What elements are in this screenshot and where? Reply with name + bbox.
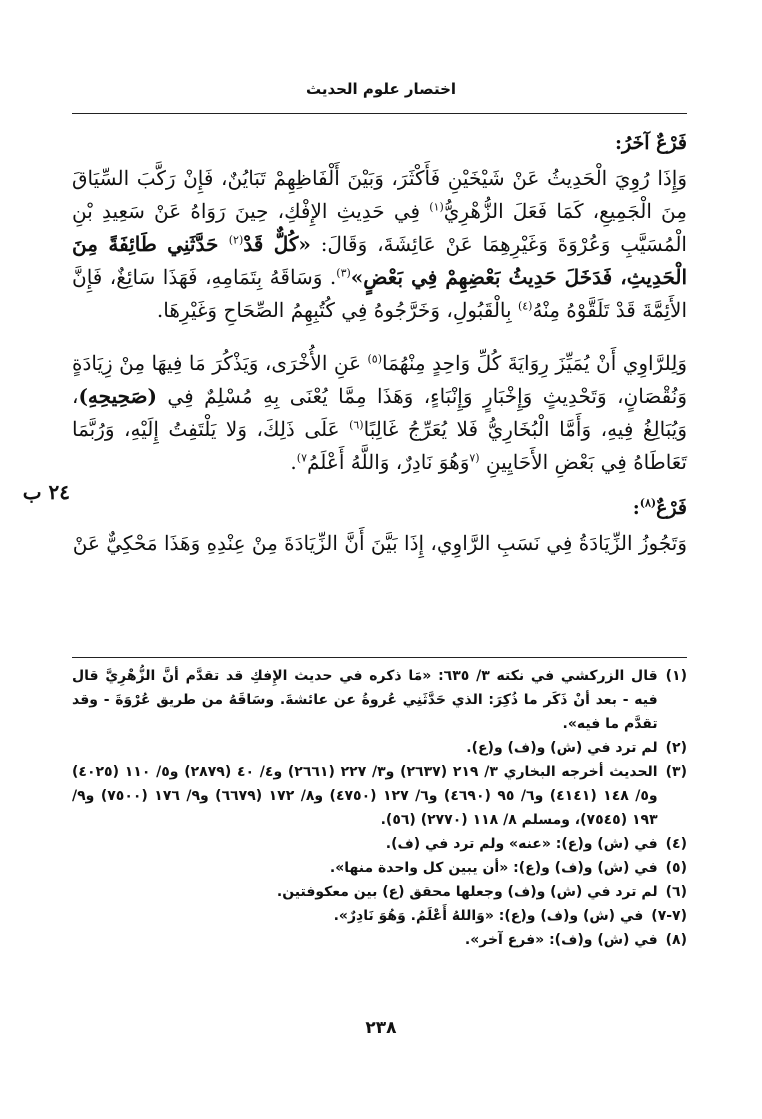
- paragraph: [72, 347, 687, 479]
- footnote-text: لم ترد في (ش) و(ف) و(ع).: [466, 740, 658, 756]
- footnote: [72, 928, 687, 952]
- text-run: بِالْقَبُولِ، وَخَرَّجُوهُ فِي كُتُبِهِمُ الصِّحَاحِ وَغَيْرِهَا.: [156, 298, 518, 322]
- footnote-text: قال الزركشي في نكته ٣/ ٦٣٥: «مَا ذكره في حديث الإِفكِ قد تقدَّم أنَّ الزُّهْرِيَّ قال فيه - بعد أنْ ذَكَر ما ذُكِرَ: الذي حَدَّثَنِي عُروةُ عن عائشةَ. وسَاقَهُ من طريق عُرْوَةَ - وقد تقدَّم ما فيه».: [72, 668, 658, 732]
- text-run: عَنِ الأُخْرَى، وَيَذْكُرَ مَا فِيهَا مِنْ زِيَادَةٍ وَنُقْصَانٍ، وَتَحْدِيثٍ وَإِخْبَارٍ وَإِنْبَاءٍ، وَهَذَا مِمَّا يُعْنَى بِهِ مُسْلِمٌ فِي: [72, 351, 687, 408]
- running-header: اختصار علوم الحديث: [305, 80, 457, 98]
- footnote-text: لم ترد في (ش) و(ف) وجعلها محقق (ع) بين معكوفتين.: [276, 884, 658, 900]
- paragraph: [72, 162, 687, 327]
- footnote-number: (٢): [665, 740, 687, 756]
- section-title: [72, 497, 687, 519]
- text-run: .: [290, 450, 297, 474]
- header-rule: [72, 113, 687, 114]
- margin-folio-note: ٢٤ ب: [22, 480, 70, 504]
- section-title-colon: :: [632, 497, 640, 519]
- footnote-ref: ٧): [296, 451, 307, 465]
- footnote-ref: (٢): [228, 233, 244, 247]
- section-title: [72, 132, 687, 154]
- footnote-number: (١): [665, 668, 687, 684]
- paragraph: [72, 527, 687, 560]
- footnote-ref: (١): [429, 200, 444, 214]
- footnote: [72, 904, 687, 928]
- footnote-text: في (ش) و(ف) و(ع): «وَاللهُ أَعْلَمُ. وَهُوَ نَادِرٌ».: [333, 908, 644, 924]
- footnote-number: (٦): [665, 884, 687, 900]
- text-run: ، وَيُبَالِغُ فِيهِ، وَأَمَّا الْبُخَارِيُّ فَلا يُعَرِّجُ غَالِبًا: [72, 384, 688, 441]
- footnote-ref: (٤): [517, 299, 533, 313]
- footnote: [72, 760, 687, 832]
- footnotes: [72, 664, 687, 952]
- footnote: [72, 856, 687, 880]
- footnote-ref: (٨): [639, 496, 657, 510]
- text-run: وَهُوَ نَادِرٌ، وَاللَّهُ أَعْلَمُ: [306, 450, 470, 474]
- text-run: وَإِذَا رُوِيَ الْحَدِيثُ عَنْ شَيْخَيْنِ فَأَكْثَرَ، وَبَيْنَ أَلْفَاظِهِمْ تَبَايُنٌ، فَإِنْ رَكَّبَ السِّيَاقَ مِنَ الْجَمِيعِ، كَمَا فَعَلَ الزُّهْرِيُّ: [72, 166, 687, 223]
- footnote-number: (٧-٧): [651, 908, 687, 924]
- text-run: وَتَجُوزُ الزِّيَادَةُ فِي نَسَبِ الرَّاوِي، إِذَا بَيَّنَ أَنَّ الزِّيَادَةَ مِنْ عِنْدِهِ وَهَذَا مَحْكِيٌّ عَنْ: [72, 531, 687, 555]
- main-text: [72, 120, 687, 560]
- footnote: [72, 736, 687, 760]
- bold-quote: حَدَّثَنِي طَائِفَةً مِنَ الْحَدِيثِ، فَدَخَلَ حَدِيثُ بَعْضِهِمْ فِي بَعْضٍ»: [72, 232, 687, 289]
- footnote-text: في (ش) و(ف) و(ع): «أن يبين كل واحدة منها».: [329, 860, 658, 876]
- text-run: . وَسَاقَهُ بِتَمَامِهِ، فَهَذَا سَائِغٌ، فَإِنَّ الأَئِمَّةَ قَدْ تَلَقَّوْهُ مِنْهُ: [72, 265, 687, 322]
- footnote-text: في (ش) و(ع): «عنه» ولم ترد في (ف).: [385, 836, 658, 852]
- bold-quote: «كُلٌّ قَدْ: [243, 232, 311, 256]
- footnote-number: (٥): [665, 860, 687, 876]
- text-run: وَلِلرَّاوِي أَنْ يُمَيِّزَ رِوَايَةَ كُلِّ وَاحِدٍ مِنْهُمَا: [382, 351, 688, 375]
- footnote-rule: [72, 657, 687, 658]
- text-run: فِي حَدِيثِ الإِفْكِ، حِينَ رَوَاهُ عَنْ سَعِيدِ بْنِ الْمُسَيَّبِ وَعُرْوَةَ وَغَيْرِهِمَا عَنْ عَائِشَةَ، وَقَالَ:: [72, 199, 687, 256]
- footnote-ref: (٥): [367, 352, 382, 366]
- footnote: [72, 664, 687, 736]
- footnote-number: (٣): [665, 764, 687, 780]
- footnote-text: في (ش) و(ف): «فرع آخر».: [464, 932, 658, 948]
- section-title-text: فَرْعٌ آخَرُ:: [614, 132, 687, 154]
- footnote-ref: (٦): [349, 418, 364, 432]
- footnote-number: (٨): [665, 932, 687, 948]
- footnote-ref: (٣): [336, 266, 351, 280]
- bold-quote: (صَحِيحِهِ): [78, 384, 157, 408]
- footnote-text: الحديث أخرجه البخاري ٣/ ٢١٩ (٢٦٣٧) و٣/ ٢٢٧ (٢٦٦١) و٤/ ٤٠ (٢٨٧٩) و٥/ ١١٠ (٤٠٢٥) و٥/ ١٤٨ (٤١٤١) و٦/ ٩٥ (٤٦٩٠) و٦/ ١٢٧ (٤٧٥٠) و٨/ ١٧٢ (٦٦٧٩) و٩/ ١٧٦ (٧٥٠٠) و٩/ ١٩٣ (٧٥٤٥)، ومسلم ٨/ ١١٨ (٢٧٧٠) (٥٦).: [72, 764, 658, 828]
- footnote: [72, 832, 687, 856]
- text-run: عَلَى ذَلِكَ، وَلا يَلْتَفِتُ إِلَيْهِ، وَرُبَّمَا تَعَاطَاهُ فِي بَعْضِ الأَحَايِينِ: [72, 417, 687, 474]
- page-number: ٢٣٨: [365, 1018, 397, 1038]
- footnote: [72, 880, 687, 904]
- footnote-ref: (٧: [469, 451, 480, 465]
- footnote-number: (٤): [665, 836, 687, 852]
- section-title-text: فَرْعٌ: [656, 497, 687, 519]
